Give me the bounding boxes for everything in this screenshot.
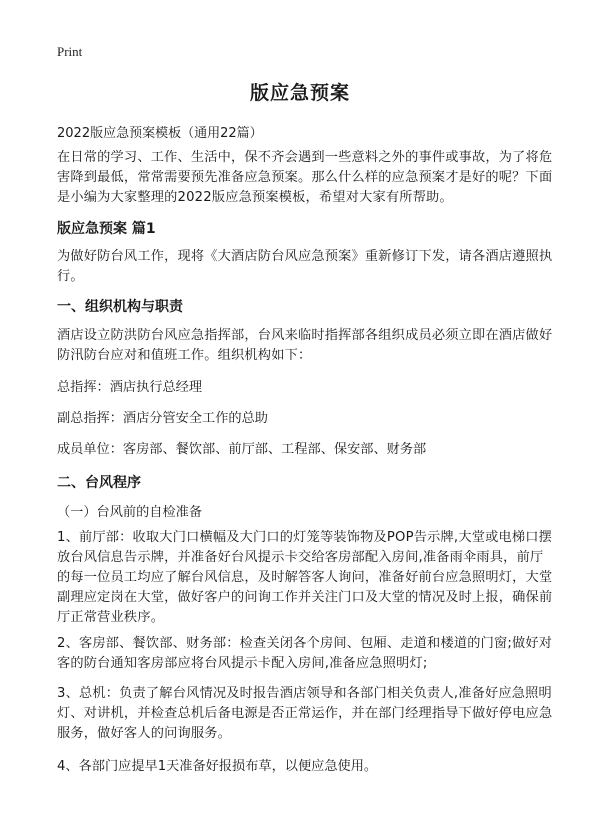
heading-organization: 一、组织机构与职责 [57, 299, 183, 315]
intro-paragraph: 在日常的学习、工作、生活中，保不齐会遇到一些意料之外的事件或事故，为了将危害降到最低，常常需要预先准备应急预案。那么什么样的应急预案才是好的呢？下面是小编为大家整理的2022版应急预案模板，希望对大家有所帮助。 [57, 150, 553, 205]
item-departments: 4、各部门应提早1天准备好报损布草，以便应急使用。 [57, 759, 378, 774]
item-housekeeping: 2、客房部、餐饮部、财务部：检查关闭各个房间、包厢、走道和楼道的门窗;做好对客的防台通知客房部应将台风提示卡配入房间,准备应急照明灯; [57, 636, 553, 671]
list-item-commander: 总指挥：酒店执行总经理 [57, 380, 203, 395]
list-item-deputy: 副总指挥：酒店分管安全工作的总助 [57, 411, 268, 426]
section-title: 版应急预案 篇1 [57, 221, 156, 237]
item-operator: 3、总机：负责了解台风情况及时报告酒店领导和各部门相关负责人,准备好应急照明灯、对讲机，并检查总机后备电源是否正常运作，并在部门经理指导下做好停电应急服务，做好客人的问询服务。 [57, 686, 553, 741]
heading-typhoon-procedure: 二、台风程序 [57, 475, 141, 491]
paragraph-1: 为做好防台风工作，现将《大酒店防台风应急预案》重新修订下发，请各酒店遵照执行。 [57, 249, 553, 284]
subtitle: 2022版应急预案模板（通用22篇） [57, 126, 263, 141]
paragraph-2: 酒店设立防洪防台风应急指挥部，台风来临时指挥部各组织成员必须立即在酒店做好防汛防台应对和值班工作。组织机构如下： [57, 328, 553, 363]
item-front-office: 1、前厅部：收取大门口横幅及大门口的灯笼等装饰物及POP告示牌,大堂或电梯口摆放台风信息告示牌，并准备好台风提示卡交给客房部配入房间,准备雨伞雨具，前厅的每一位员工均应了解台风信息，及时解答客人询问，准备好前台应急照明灯，大堂副理应定岗在大堂，做好客户的问询工作并关注门口及大堂的情况及时上报，确保前厅正常营业秩序。 [57, 530, 553, 625]
subheading-pre-check: （一）台风前的自检准备 [57, 505, 203, 520]
list-item-members: 成员单位：客房部、餐饮部、前厅部、工程部、保安部、财务部 [57, 442, 427, 457]
print-label[interactable]: Print [57, 44, 83, 59]
page-title: 版应急预案 [249, 82, 350, 104]
